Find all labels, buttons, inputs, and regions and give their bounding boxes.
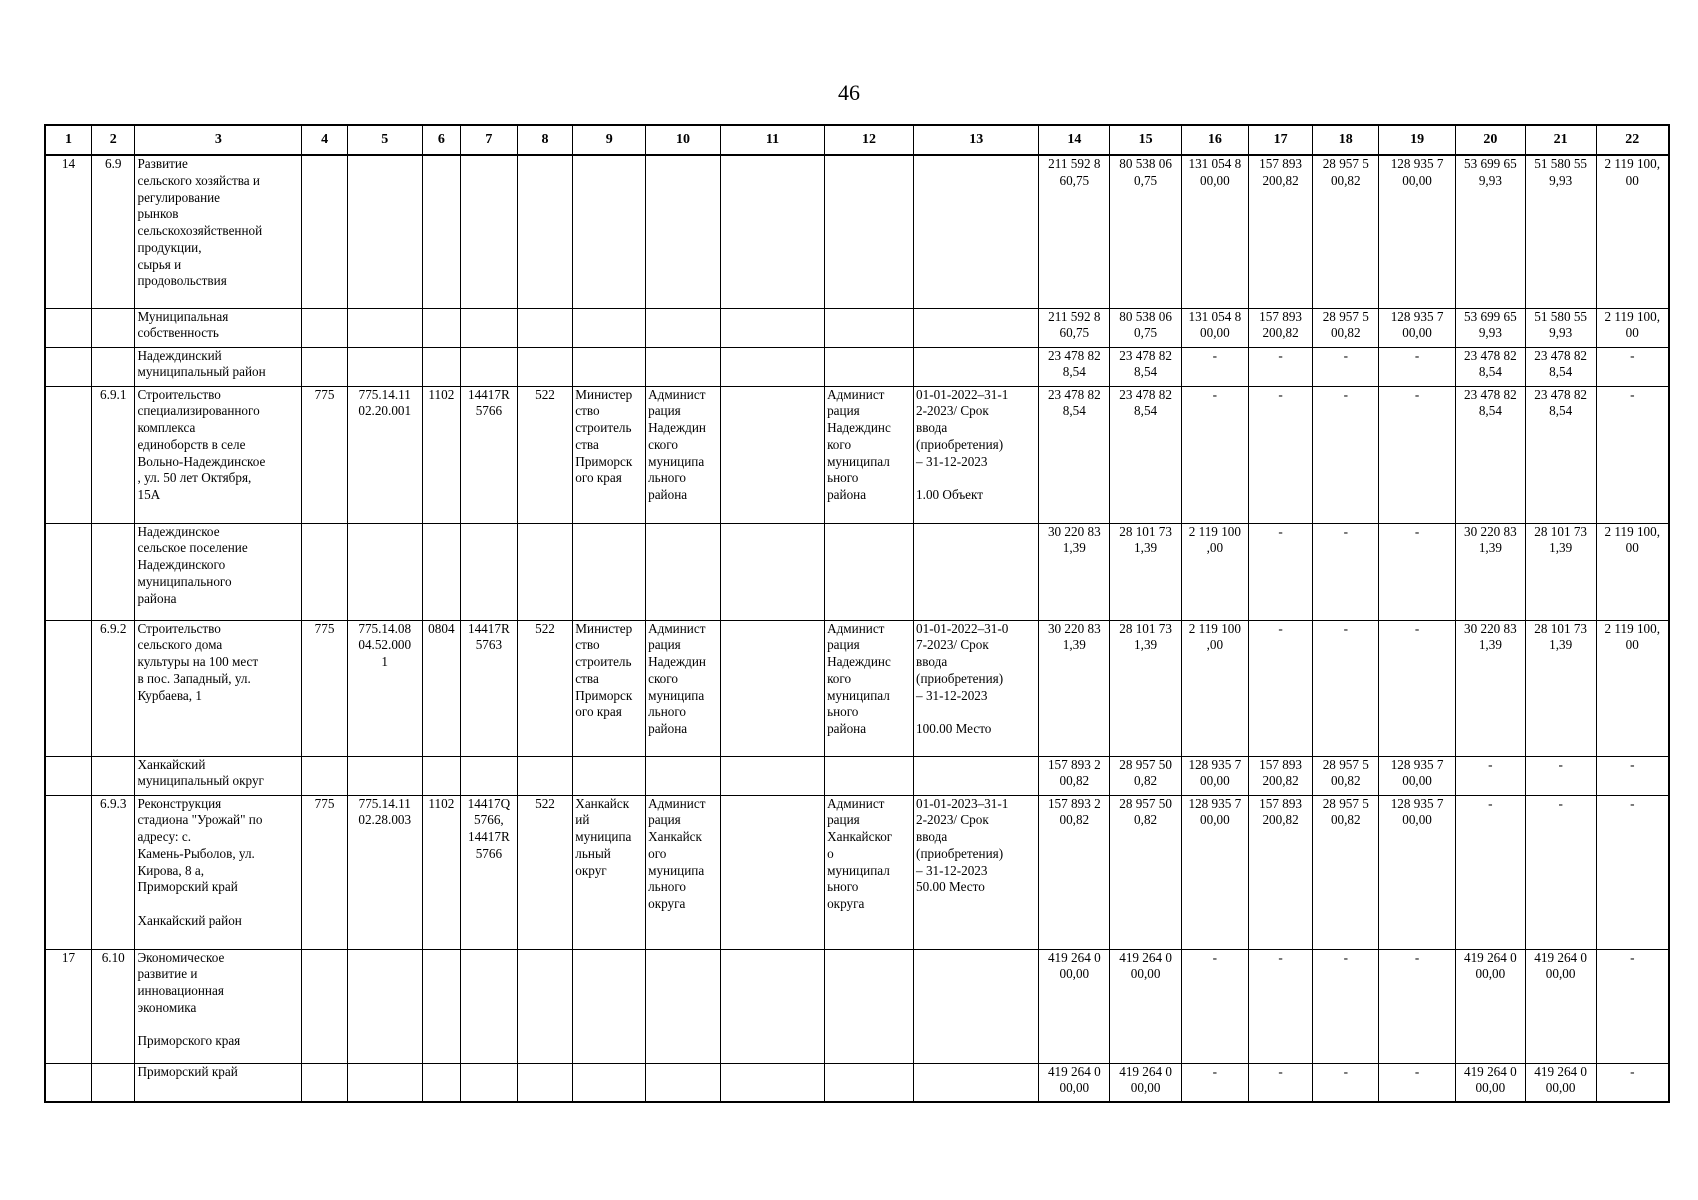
table-cell [825, 523, 914, 620]
table-cell: 1102 [422, 795, 460, 949]
table-cell: 419 264 0 00,00 [1455, 949, 1525, 1063]
table-cell [461, 756, 518, 795]
table-cell [422, 523, 460, 620]
table-cell: 23 478 82 8,54 [1455, 386, 1525, 523]
table-cell [825, 308, 914, 347]
table-cell: 28 957 50 0,82 [1110, 795, 1182, 949]
table-cell: - [1313, 949, 1379, 1063]
table-cell: 01-01-2023–31-1 2-2023/ Срок ввода (приобретения) – 31-12-2023 50.00 Место [914, 795, 1039, 949]
table-cell: Строительство специализированного комплекса единоборств в селе Вольно-Надеждинское , ул. 50 лет Октября, 15А [135, 386, 302, 523]
table-cell: - [1379, 949, 1456, 1063]
table-cell: - [1248, 949, 1313, 1063]
col-header: 22 [1596, 125, 1669, 155]
col-header: 12 [825, 125, 914, 155]
table-cell [461, 523, 518, 620]
table-cell [461, 1063, 518, 1102]
col-header: 3 [135, 125, 302, 155]
table-cell: 128 935 7 00,00 [1181, 795, 1248, 949]
table-cell: 17 [45, 949, 92, 1063]
table-cell [646, 523, 721, 620]
table-cell: 0804 [422, 620, 460, 756]
table-cell [45, 308, 92, 347]
table-cell: 23 478 82 8,54 [1455, 347, 1525, 386]
table-cell: - [1379, 386, 1456, 523]
col-header: 15 [1110, 125, 1182, 155]
table-cell [646, 756, 721, 795]
table-cell [461, 155, 518, 308]
table-cell [302, 308, 348, 347]
table-cell: 14417Q 5766, 14417R 5766 [461, 795, 518, 949]
table-cell: 775 [302, 795, 348, 949]
table-cell [825, 949, 914, 1063]
table-cell: 128 935 7 00,00 [1379, 155, 1456, 308]
table-cell: 14 [45, 155, 92, 308]
table-cell: 157 893 200,82 [1248, 795, 1313, 949]
table-row [45, 1063, 1669, 1102]
table-cell: - [1525, 756, 1596, 795]
table-cell: 128 935 7 00,00 [1181, 756, 1248, 795]
table-cell [461, 308, 518, 347]
table-cell [573, 523, 646, 620]
table-cell: - [1313, 620, 1379, 756]
table-cell: 30 220 83 1,39 [1455, 620, 1525, 756]
table-cell: 128 935 7 00,00 [1379, 756, 1456, 795]
table-cell: 23 478 82 8,54 [1525, 386, 1596, 523]
table-cell: 157 893 200,82 [1248, 155, 1313, 308]
table-row [45, 756, 1669, 795]
table-cell: - [1248, 347, 1313, 386]
table-cell: - [1379, 620, 1456, 756]
table-cell [302, 756, 348, 795]
table-cell [720, 347, 824, 386]
table-cell [720, 620, 824, 756]
table-cell: 2 119 100 ,00 [1181, 620, 1248, 756]
table-cell: 522 [517, 386, 573, 523]
table-cell [573, 155, 646, 308]
table-row [45, 620, 1669, 756]
table-cell [422, 756, 460, 795]
table-cell: 80 538 06 0,75 [1110, 155, 1182, 308]
table-cell [720, 1063, 824, 1102]
table-cell: 53 699 65 9,93 [1455, 155, 1525, 308]
table-cell [573, 756, 646, 795]
table-cell [914, 155, 1039, 308]
table-cell [422, 347, 460, 386]
table-cell: - [1181, 386, 1248, 523]
table-cell [302, 523, 348, 620]
table-row [45, 795, 1669, 949]
table-cell: 28 101 73 1,39 [1525, 523, 1596, 620]
table-cell [92, 523, 135, 620]
table-cell [914, 523, 1039, 620]
table-cell [720, 795, 824, 949]
table-cell: 6.10 [92, 949, 135, 1063]
table-cell: 51 580 55 9,93 [1525, 308, 1596, 347]
col-header: 19 [1379, 125, 1456, 155]
table-cell: 775.14.11 02.20.001 [347, 386, 422, 523]
table-cell: 28 101 73 1,39 [1110, 523, 1182, 620]
table-cell [347, 347, 422, 386]
table-cell [517, 949, 573, 1063]
table-cell: 157 893 2 00,82 [1039, 756, 1110, 795]
table-cell: - [1313, 523, 1379, 620]
table-cell: 23 478 82 8,54 [1525, 347, 1596, 386]
page-number: 46 [838, 80, 860, 105]
table-cell [92, 1063, 135, 1102]
table-cell: - [1181, 347, 1248, 386]
table-cell [45, 1063, 92, 1102]
table-cell [573, 347, 646, 386]
table-cell: 23 478 82 8,54 [1039, 347, 1110, 386]
table-cell: 51 580 55 9,93 [1525, 155, 1596, 308]
table-cell [825, 347, 914, 386]
table-row [45, 386, 1669, 523]
table-cell: Админист рация Надеждинс кого муниципал ьного района [825, 386, 914, 523]
table-cell: 6.9 [92, 155, 135, 308]
table-cell: 157 893 2 00,82 [1039, 795, 1110, 949]
table-cell: Ханкайский муниципальный округ [135, 756, 302, 795]
table-cell: 01-01-2022–31-0 7-2023/ Срок ввода (приобретения) – 31-12-2023 100.00 Место [914, 620, 1039, 756]
table-cell: 419 264 0 00,00 [1110, 949, 1182, 1063]
table-cell [302, 949, 348, 1063]
table-cell: - [1313, 347, 1379, 386]
table-cell: 211 592 8 60,75 [1039, 155, 1110, 308]
col-header: 11 [720, 125, 824, 155]
table-cell [825, 1063, 914, 1102]
table-cell: Админист рация Ханкайског о муниципал ьного округа [825, 795, 914, 949]
table-cell [45, 347, 92, 386]
table-cell: Развитие сельского хозяйства и регулирование рынков сельскохозяйственной продукции, сырья и продовольствия [135, 155, 302, 308]
table-cell: 775 [302, 386, 348, 523]
table-cell: - [1248, 1063, 1313, 1102]
table-cell: 14417R 5763 [461, 620, 518, 756]
table-cell [347, 756, 422, 795]
table-cell: 522 [517, 795, 573, 949]
table-cell [45, 795, 92, 949]
table-cell: 2 119 100, 00 [1596, 155, 1669, 308]
table-cell [347, 523, 422, 620]
table-cell: 131 054 8 00,00 [1181, 308, 1248, 347]
table-cell: Муниципальная собственность [135, 308, 302, 347]
table-cell [422, 1063, 460, 1102]
table-cell [573, 1063, 646, 1102]
table-cell: - [1596, 386, 1669, 523]
table-cell: Приморский край [135, 1063, 302, 1102]
table-cell [461, 949, 518, 1063]
col-header: 7 [461, 125, 518, 155]
table-cell [45, 386, 92, 523]
table-row [45, 155, 1669, 308]
table-cell: 28 101 73 1,39 [1525, 620, 1596, 756]
table-cell: 157 893 200,82 [1248, 308, 1313, 347]
table-cell: - [1596, 347, 1669, 386]
table-cell [573, 949, 646, 1063]
table-row [45, 308, 1669, 347]
col-header: 2 [92, 125, 135, 155]
table-cell [914, 308, 1039, 347]
table-cell [422, 949, 460, 1063]
table-cell: 157 893 200,82 [1248, 756, 1313, 795]
table-cell [302, 347, 348, 386]
table-body [45, 155, 1669, 1102]
table-cell: Ханкайск ий муниципа льный округ [573, 795, 646, 949]
table-cell: 2 119 100, 00 [1596, 620, 1669, 756]
table-cell [646, 347, 721, 386]
table-cell: - [1379, 347, 1456, 386]
table-row [45, 347, 1669, 386]
table-cell: 28 101 73 1,39 [1110, 620, 1182, 756]
table-cell [422, 155, 460, 308]
table-cell: 28 957 5 00,82 [1313, 308, 1379, 347]
table-cell [646, 308, 721, 347]
table-cell [914, 347, 1039, 386]
table-cell: 28 957 50 0,82 [1110, 756, 1182, 795]
table-cell [720, 308, 824, 347]
table-cell: 30 220 83 1,39 [1039, 620, 1110, 756]
col-header: 20 [1455, 125, 1525, 155]
table-cell [45, 620, 92, 756]
table-cell: 419 264 0 00,00 [1525, 949, 1596, 1063]
table-cell: 14417R 5766 [461, 386, 518, 523]
table-cell: Министер ство строитель ства Приморск ого края [573, 620, 646, 756]
col-header: 14 [1039, 125, 1110, 155]
table-cell [517, 347, 573, 386]
col-header: 13 [914, 125, 1039, 155]
table-cell: 211 592 8 60,75 [1039, 308, 1110, 347]
header-row [45, 125, 1669, 155]
table-cell: - [1181, 1063, 1248, 1102]
table-cell [517, 155, 573, 308]
table-cell: - [1379, 523, 1456, 620]
table-cell: - [1596, 756, 1669, 795]
table-cell: Экономическое развитие и инновационная экономика Приморского края [135, 949, 302, 1063]
table-cell: 28 957 5 00,82 [1313, 155, 1379, 308]
table-cell [517, 756, 573, 795]
table-cell: Министер ство строитель ства Приморск ого края [573, 386, 646, 523]
table-cell [347, 308, 422, 347]
table-cell: 23 478 82 8,54 [1110, 347, 1182, 386]
table-cell [461, 347, 518, 386]
table-cell [646, 1063, 721, 1102]
table-cell: 128 935 7 00,00 [1379, 308, 1456, 347]
table-cell [92, 308, 135, 347]
table-cell: 419 264 0 00,00 [1039, 949, 1110, 1063]
table-cell [646, 155, 721, 308]
table-cell: 775 [302, 620, 348, 756]
table-cell [914, 949, 1039, 1063]
table-cell: 30 220 83 1,39 [1039, 523, 1110, 620]
table-cell: - [1379, 1063, 1456, 1102]
table-cell [914, 1063, 1039, 1102]
table-cell: 775.14.08 04.52.000 1 [347, 620, 422, 756]
table-cell: 419 264 0 00,00 [1525, 1063, 1596, 1102]
table-cell: - [1596, 949, 1669, 1063]
table-cell [92, 347, 135, 386]
table-cell: 28 957 5 00,82 [1313, 795, 1379, 949]
table-cell [347, 1063, 422, 1102]
col-header: 21 [1525, 125, 1596, 155]
table-cell [45, 756, 92, 795]
table-cell [517, 308, 573, 347]
col-header: 16 [1181, 125, 1248, 155]
table-cell [720, 523, 824, 620]
table-cell: 419 264 0 00,00 [1455, 1063, 1525, 1102]
table-cell: Админист рация Надеждин ского муниципа льного района [646, 620, 721, 756]
col-header: 8 [517, 125, 573, 155]
table-cell [914, 756, 1039, 795]
table-cell: 30 220 83 1,39 [1455, 523, 1525, 620]
col-header: 18 [1313, 125, 1379, 155]
table-cell: 775.14.11 02.28.003 [347, 795, 422, 949]
table-cell [517, 523, 573, 620]
col-header: 10 [646, 125, 721, 155]
col-header: 4 [302, 125, 348, 155]
table-cell: Строительство сельского дома культуры на 100 мест в пос. Западный, ул. Курбаева, 1 [135, 620, 302, 756]
table-cell [517, 1063, 573, 1102]
table-cell [422, 308, 460, 347]
table-cell: 131 054 8 00,00 [1181, 155, 1248, 308]
table-cell: - [1455, 795, 1525, 949]
table-cell: - [1596, 795, 1669, 949]
table-cell: - [1313, 1063, 1379, 1102]
table-cell: 6.9.3 [92, 795, 135, 949]
table-cell: - [1596, 1063, 1669, 1102]
table-cell: - [1248, 620, 1313, 756]
table-row [45, 949, 1669, 1063]
table-cell [720, 949, 824, 1063]
table-cell: 1102 [422, 386, 460, 523]
table-cell: - [1248, 386, 1313, 523]
table-cell: 53 699 65 9,93 [1455, 308, 1525, 347]
table-cell [92, 756, 135, 795]
table-cell [45, 523, 92, 620]
col-header: 9 [573, 125, 646, 155]
table-cell [646, 949, 721, 1063]
col-header: 6 [422, 125, 460, 155]
table-cell [573, 308, 646, 347]
table-cell: Надеждинское сельское поселение Надеждинского муниципального района [135, 523, 302, 620]
table-cell: 2 119 100, 00 [1596, 523, 1669, 620]
table-cell: Админист рация Надеждинс кого муниципал ьного района [825, 620, 914, 756]
table-cell: 522 [517, 620, 573, 756]
table-cell: 2 119 100 ,00 [1181, 523, 1248, 620]
table-cell: 28 957 5 00,82 [1313, 756, 1379, 795]
table-cell: 419 264 0 00,00 [1110, 1063, 1182, 1102]
col-header: 17 [1248, 125, 1313, 155]
table-cell: 128 935 7 00,00 [1379, 795, 1456, 949]
table-cell [302, 155, 348, 308]
table-cell: 01-01-2022–31-1 2-2023/ Срок ввода (приобретения) – 31-12-2023 1.00 Объект [914, 386, 1039, 523]
table-cell: Надеждинский муниципальный район [135, 347, 302, 386]
table-cell: 6.9.1 [92, 386, 135, 523]
table-cell [302, 1063, 348, 1102]
table-cell [825, 756, 914, 795]
table-cell [825, 155, 914, 308]
table-cell: - [1313, 386, 1379, 523]
table-cell: 80 538 06 0,75 [1110, 308, 1182, 347]
col-header: 5 [347, 125, 422, 155]
table-cell: 419 264 0 00,00 [1039, 1063, 1110, 1102]
budget-table [44, 124, 1670, 1103]
table-cell: 23 478 82 8,54 [1039, 386, 1110, 523]
table-cell: Админист рация Ханкайск ого муниципа льного округа [646, 795, 721, 949]
table-cell: - [1525, 795, 1596, 949]
table-cell: - [1181, 949, 1248, 1063]
table-cell [347, 155, 422, 308]
table-cell: 6.9.2 [92, 620, 135, 756]
table-cell [720, 386, 824, 523]
table-cell [347, 949, 422, 1063]
table-cell: - [1248, 523, 1313, 620]
table-cell: 2 119 100, 00 [1596, 308, 1669, 347]
table-cell: Реконструкция стадиона "Урожай" по адресу: с. Камень-Рыболов, ул. Кирова, 8 а, Приморский край Ханкайский район [135, 795, 302, 949]
table-cell: - [1455, 756, 1525, 795]
col-header: 1 [45, 125, 92, 155]
table-cell: 23 478 82 8,54 [1110, 386, 1182, 523]
table-cell [720, 155, 824, 308]
table-cell: Админист рация Надеждин ского муниципа льного района [646, 386, 721, 523]
table-cell [720, 756, 824, 795]
table-row [45, 523, 1669, 620]
